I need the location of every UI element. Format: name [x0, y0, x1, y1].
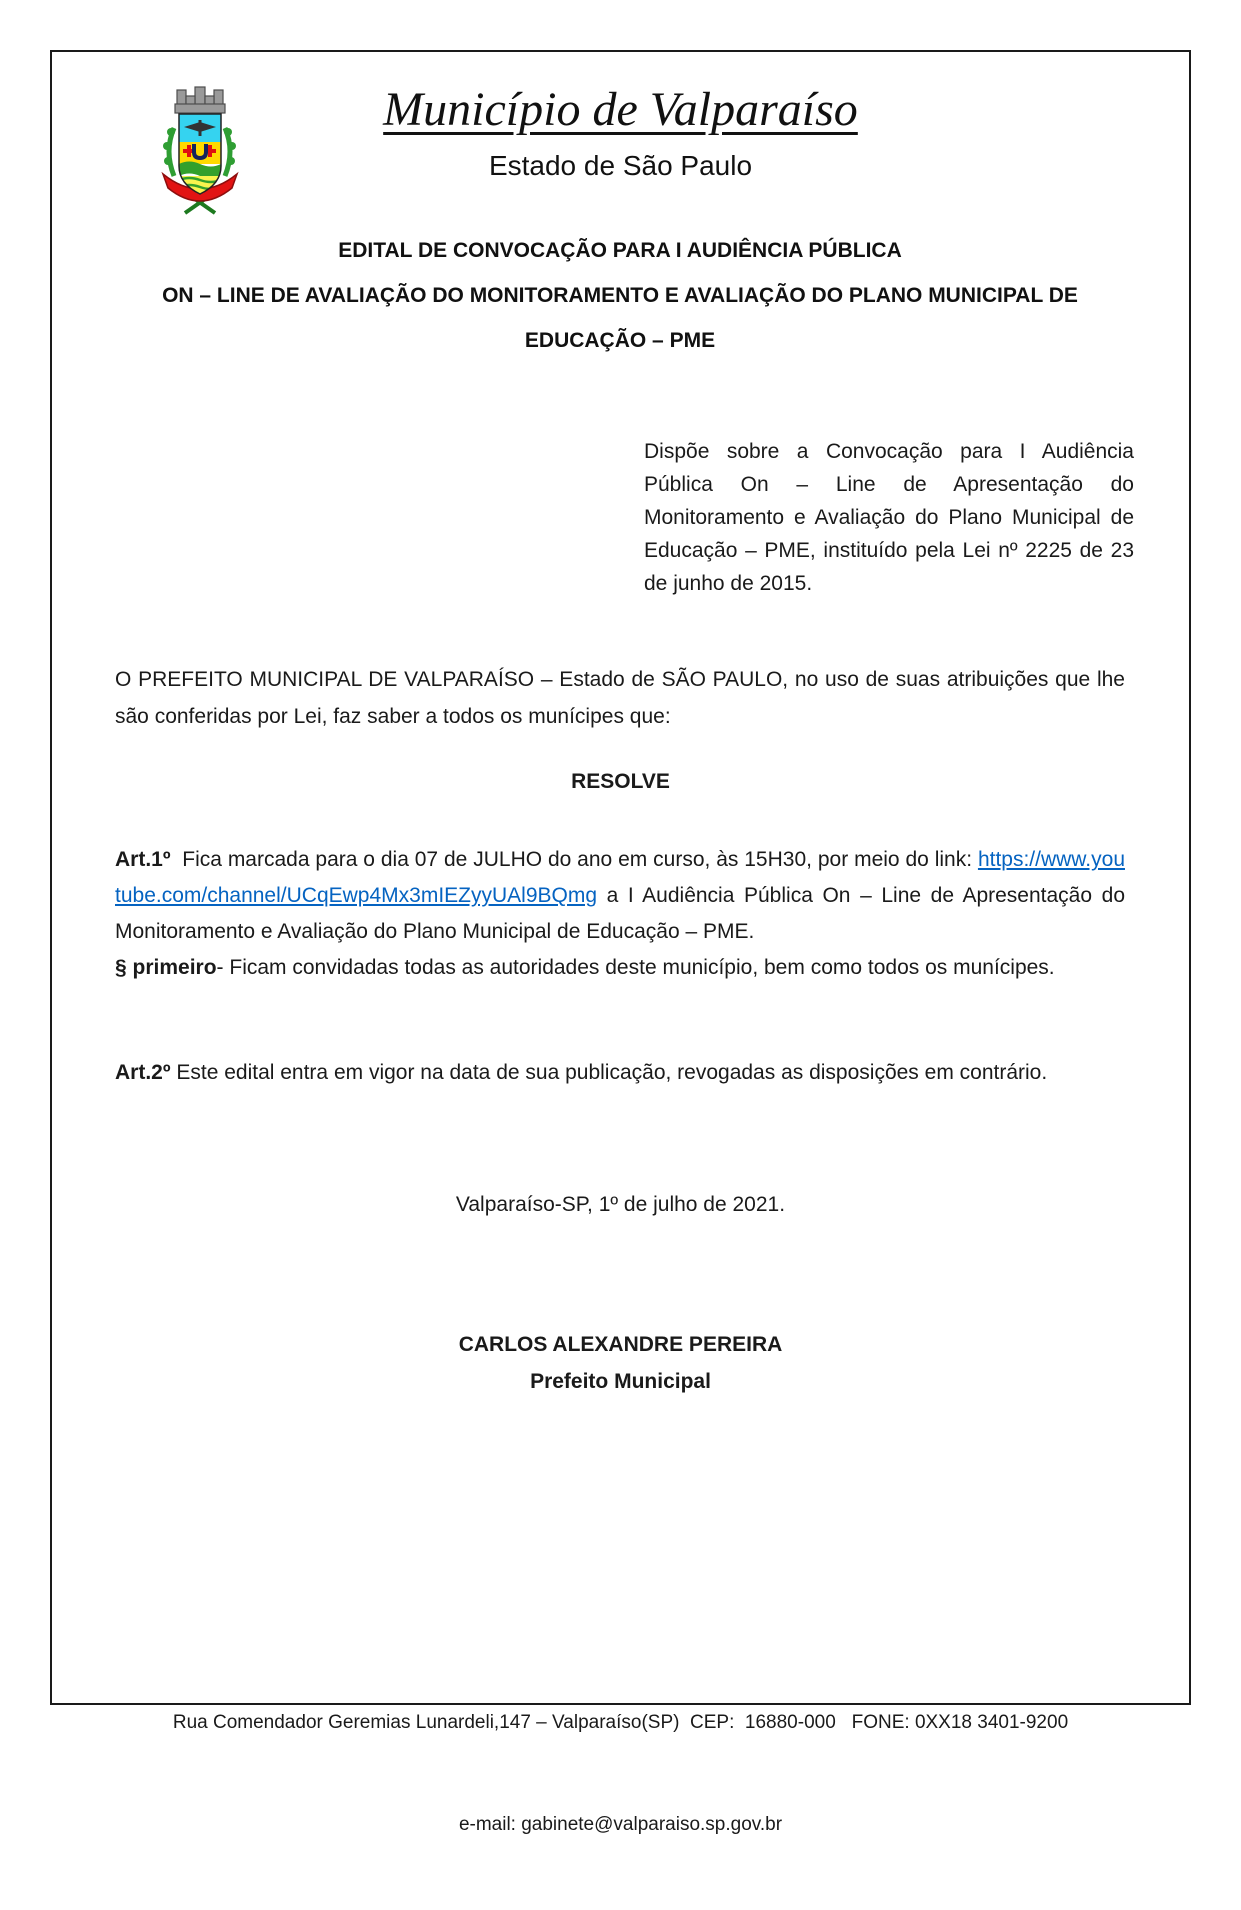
- title-line-2: ON – LINE DE AVALIAÇÃO DO MONITORAMENTO E AVALIAÇÃO DO PLANO MUNICIPAL DE: [162, 284, 1078, 307]
- document-title: [115, 228, 1125, 363]
- footer: [52, 1638, 1189, 1910]
- first-paragraph-text: - Ficam convidadas todas as autoridades deste município, bem como todos os munícipes.: [216, 956, 1055, 979]
- signature-role: Prefeito Municipal: [530, 1370, 711, 1393]
- resolve-heading: RESOLVE: [571, 770, 670, 793]
- footer-email: e-mail: gabinete@valparaiso.sp.gov.br: [458, 1814, 783, 1835]
- article-1-label: Art.1º: [115, 848, 171, 871]
- article-2-label: Art.2º: [115, 1061, 171, 1084]
- first-paragraph-label: § primeiro: [115, 956, 217, 979]
- preamble-paragraph: O PREFEITO MUNICIPAL DE VALPARAÍSO – Estado de SÃO PAULO, no uso de suas atribuições que lhe são conferidas por Lei, faz saber a todos os munícipes que:: [115, 668, 1125, 728]
- document-page: [50, 50, 1191, 1835]
- article-1-text-before-link: Fica marcada para o dia 07 de JULHO do ano em curso, às 15H30, por meio do link:: [170, 848, 978, 871]
- signature-name: CARLOS ALEXANDRE PEREIRA: [458, 1333, 783, 1356]
- state-name: Estado de São Paulo: [488, 150, 753, 181]
- municipality-name: Município de Valparaíso: [383, 83, 858, 136]
- title-line-1: EDITAL DE CONVOCAÇÃO PARA I AUDIÊNCIA PÚBLICA: [338, 239, 902, 262]
- youtube-channel-link[interactable]: https://www.youtube.com/channel/UCqEwp4Mx3mIEZyyUAl9BQmg: [115, 848, 1125, 907]
- title-line-3: EDUCAÇÃO – PME: [524, 329, 716, 352]
- article-2-block: [115, 1055, 1125, 1091]
- footer-address: Rua Comendador Geremias Lunardeli,147 – Valparaíso(SP) CEP: 16880-000 FONE: 0XX18 3401-9200: [172, 1712, 1069, 1733]
- dateline: Valparaíso-SP, 1º de julho de 2021.: [455, 1193, 786, 1216]
- article-2-paragraph: [115, 1055, 1125, 1091]
- article-2-text: Este edital entra em vigor na data de sua publicação, revogadas as disposições em contrário.: [170, 1061, 1048, 1084]
- first-paragraph: [115, 950, 1125, 986]
- summary-clause: Dispõe sobre a Convocação para I Audiência Pública On – Line de Apresentação do Monitoramento e Avaliação do Plano Municipal de Educação – PME, instituído pela Lei nº 2225 de 23 de junho de 2015.: [644, 440, 1134, 595]
- article-1-paragraph: [115, 842, 1125, 950]
- article-1-text-after-link: a I Audiência Pública On – Line de Apresentação do Monitoramento e Avaliação do Plano Municipal de Educação – PME.: [115, 884, 1125, 943]
- article-1-block: [115, 842, 1125, 986]
